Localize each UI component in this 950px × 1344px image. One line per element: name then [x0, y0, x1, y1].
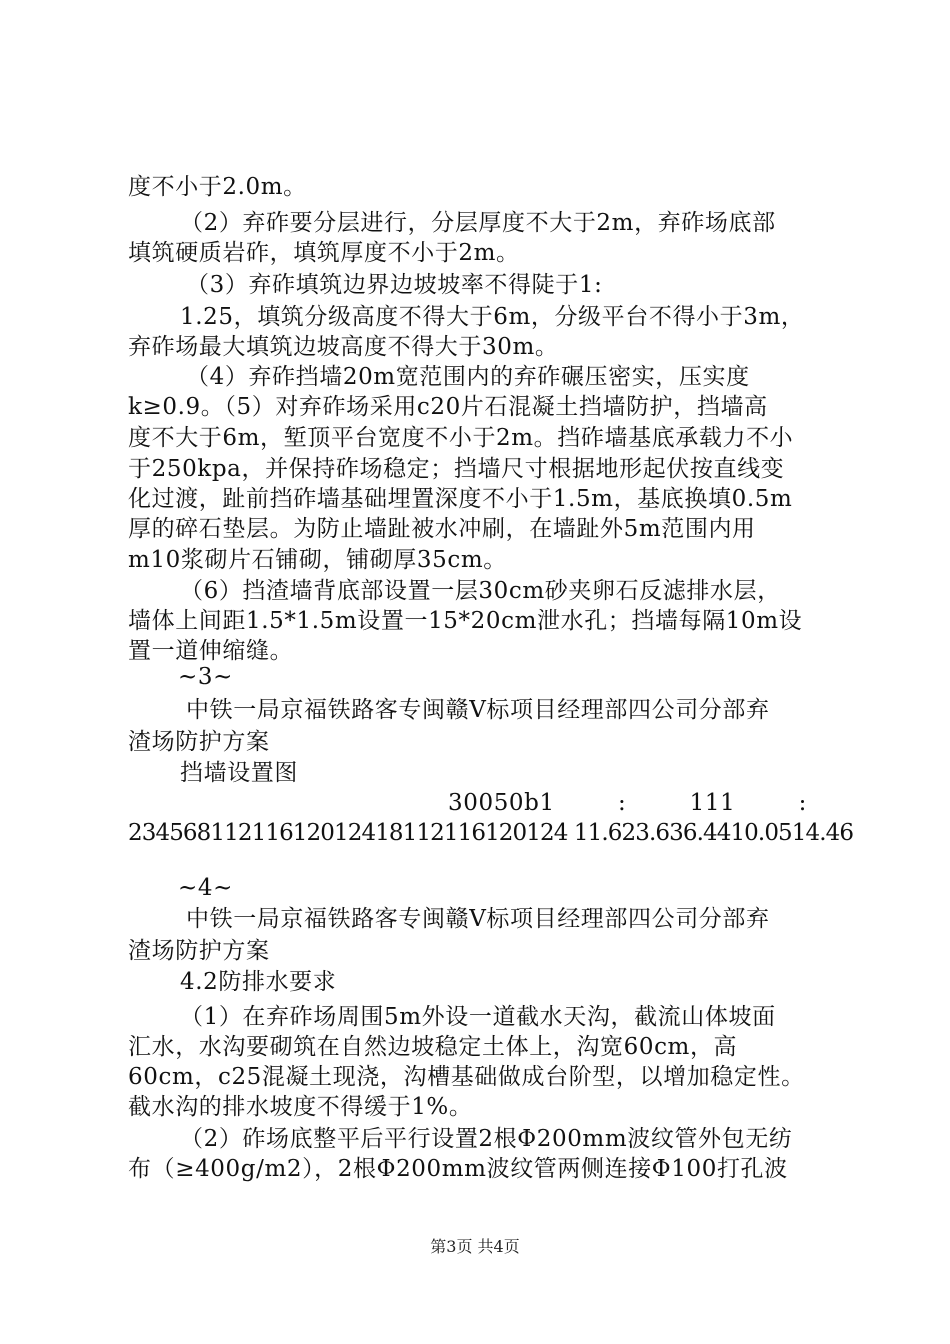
text-line: 填筑硬质岩砟，填筑厚度不小于2m。: [128, 240, 520, 266]
running-header: 中铁一局京福铁路客专闽赣Ⅴ标项目经理部四公司分部弃: [186, 697, 770, 723]
text-line: （6）挡渣墙背底部设置一层30cm砂夹卵石反滤排水层，: [180, 578, 781, 604]
text-line: 厚的碎石垫层。为防止墙趾被水冲刷，在墙趾外5m范围内用: [128, 516, 756, 542]
text-line: 汇水，水沟要砌筑在自然边坡稳定土体上，沟宽60cm，高: [128, 1034, 738, 1060]
text-line: 化过渡，趾前挡砟墙基础埋置深度不小于1.5m，基底换填0.5m: [128, 486, 793, 512]
page-footer: 第3页 共4页: [430, 1237, 520, 1256]
page-marker: ~4~: [178, 875, 233, 901]
text-line: 1.25，填筑分级高度不得大于6m，分级平台不得小于3m，: [180, 304, 805, 330]
text-line: （1）在弃砟场周围5m外设一道截水天沟，截流山体坡面: [180, 1004, 776, 1030]
text-line: 度不小于2.0m。: [128, 174, 307, 200]
running-header: 中铁一局京福铁路客专闽赣Ⅴ标项目经理部四公司分部弃: [186, 906, 770, 932]
text-line: 置一道伸缩缝。: [128, 638, 294, 664]
text-line: 度不大于6m，堑顶平台宽度不小于2m。挡砟墙基底承载力不小: [128, 425, 794, 451]
figure-text: 30050b1 : 111 :: [448, 790, 807, 816]
text-line: 截水沟的排水坡度不得缓于1%。: [128, 1094, 473, 1120]
text-line: 60cm，c25混凝土现浇，沟槽基础做成台阶型，以增加稳定性。: [128, 1064, 805, 1090]
text-line: 弃砟场最大填筑边坡高度不得大于30m。: [128, 334, 559, 360]
text-line: 布（≥400g/m2），2根Φ200mm波纹管两侧连接Φ100打孔波: [128, 1156, 788, 1182]
figure-caption: 挡墙设置图: [180, 760, 298, 786]
running-header: 渣场防护方案: [128, 938, 270, 964]
page-marker: ~3~: [178, 664, 233, 690]
section-heading: 4.2防排水要求: [180, 969, 337, 995]
text-line: （3）弃砟填筑边界边坡坡率不得陡于1:: [186, 272, 603, 298]
text-line: （2）弃砟要分层进行，分层厚度不大于2m，弃砟场底部: [180, 210, 776, 236]
text-line: （4）弃砟挡墙20m宽范围内的弃砟碾压密实，压实度: [186, 364, 750, 390]
text-line: k≥0.9。（5）对弃砟场采用c20片石混凝土挡墙防护，挡墙高: [128, 394, 768, 420]
running-header: 渣场防护方案: [128, 729, 270, 755]
text-line: 墙体上间距1.5*1.5m设置一15*20cm泄水孔；挡墙每隔10m设: [128, 608, 803, 634]
figure-text: 23456811211612012418112116120124 11.623.636.4410.0514.46: [128, 820, 854, 846]
text-line: m10浆砌片石铺砌，铺砌厚35cm。: [128, 547, 507, 573]
text-line: （2）砟场底整平后平行设置2根Φ200mm波纹管外包无纺: [180, 1126, 793, 1152]
text-line: 于250kpa，并保持砟场稳定；挡墙尺寸根据地形起伏按直线变: [128, 456, 785, 482]
